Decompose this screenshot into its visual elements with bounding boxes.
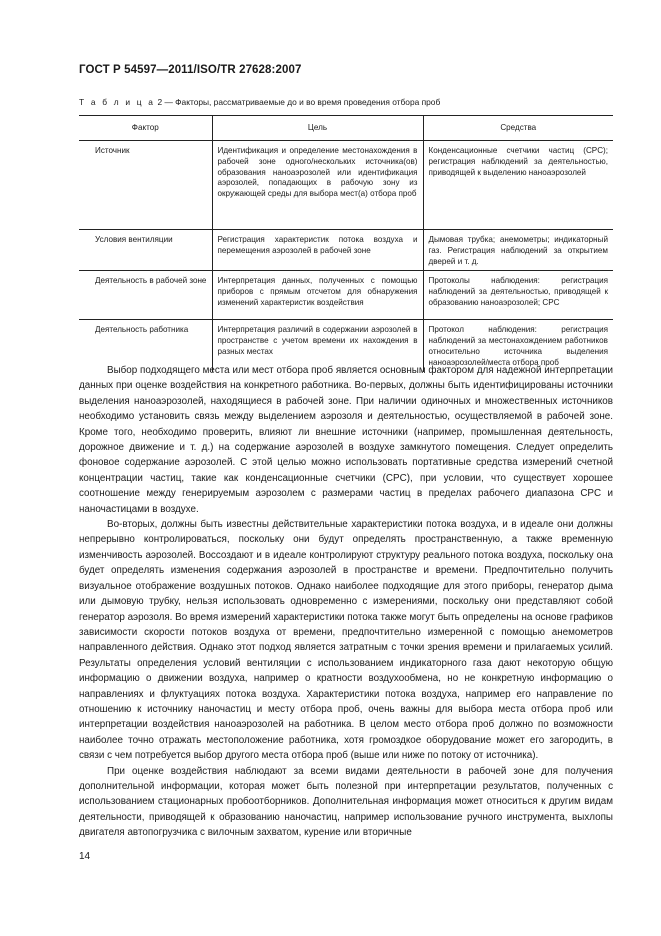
- body-text: [79, 363, 613, 841]
- paragraph: Во-вторых, должны быть известны действительные характеристики потока воздуха, и в идеале они должны непрерывно контролироваться, поскольку они будут определять пространственную, а также временную изменчивость аэрозолей. Воссоздают и в идеале контролируют структуру реального потока воздуха, поскольку она будет определять изменения содержания аэрозолей в пространстве и времени. Предпочтительно получить визуальное отображение воздушных потоков. Однако наиболее подходящие для этого приборы, генератор дыма или дымовую трубку, нельзя использовать одновременно с измерениями, поскольку они представляют собой генератор аэрозоля. Во время измерений характеристики потока также могут быть определены на основе графиков зависимости скорости потоков воздуха от времени, предпочтительно измеренной с помощью анемометров направленного действия. Однако этот подход является затратным с точки зрения времени и прилагаемых усилий. Результаты определения условий вентиляции с использованием индикаторного газа дают некоторую общую информацию о движении воздуха, например о кратности воздухообмена, но не конкретную информацию о направлениях и флуктуациях потока воздуха. Характеристики потока воздуха, например его направление по отношению к источнику наночастиц и месту отбора проб, очень важны для выбора места отбора проб или интерпретации воздействия наноаэрозолей на работника. В целом место отбора проб должно по возможности наиболее точно отражать местоположение работника, хотя громоздкое оборудование может его загородить, в связи с чем потребуется выбор другого места отбора проб (выше или ниже по потоку от источника).: [79, 519, 613, 762]
- table-caption-label: Т а б л и ц а: [79, 97, 156, 107]
- table-caption-text: 2 — Факторы, рассматриваемые до и во время проведения отбора проб: [157, 97, 441, 107]
- factors-table: [79, 115, 613, 372]
- table-row: [79, 271, 613, 320]
- cell-goal: Регистрация характеристик потока воздуха и перемещения аэрозолей в рабочей зоне: [212, 230, 423, 271]
- cell-means: Протоколы наблюдения: регистрация наблюдений за деятельностью, приводящей к образованию наноаэрозолей; CPC: [423, 271, 613, 320]
- table-row: [79, 230, 613, 271]
- cell-factor: Источник: [79, 141, 212, 230]
- column-header-means: Средства: [423, 116, 613, 141]
- paragraph: Выбор подходящего места или мест отбора проб является основным фактором для надежной интерпретации данных при оценке воздействия на конкретного работника. Во-первых, должны быть идентифицированы источники выделения наноаэрозолей, находящиеся в рабочей зоне. При наличии одиночных и множественных источников необходимо установить связь между выделением аэрозоля и деятельностью, осуществляемой в рабочей зоне. Кроме того, необходимо проверить, влияют ли внешние источники (например, промышленная деятельность, дорожное движение и т. д.) на содержание аэрозолей в воздухе замкнутого помещения. Следует определить фоновое содержание аэрозолей. С этой целью можно использовать портативные средства измерений счетной концентрации частиц, такие как конденсационные счетчики (CPC), при условии, что существует хорошее соотношение между генерируемым аэрозолем с размерами частиц в пределах рабочего диапазона CPC и наночастицами в воздухе.: [79, 365, 613, 515]
- cell-goal: Интерпретация различий в содержании аэрозолей в пространстве с учетом времени их нахождения в разных местах: [212, 320, 423, 372]
- page-number: 14: [79, 851, 91, 862]
- column-header-goal: Цель: [212, 116, 423, 141]
- cell-factor: Деятельность работника: [95, 325, 189, 335]
- table-header-row: [79, 116, 613, 141]
- cell-factor: Условия вентиляции: [79, 230, 212, 271]
- cell-factor: Деятельность в рабочей зоне: [79, 271, 212, 320]
- cell-goal: Интерпретация данных, полученных с помощью приборов с прямым отсчетом для обнаружения изменений характеристик воздействия: [212, 271, 423, 320]
- cell-means: Протокол наблюдения: регистрация наблюдений за местонахождением работников относительно источника выделения наноаэрозолей/места отбора проб: [423, 320, 613, 372]
- table-row: [79, 141, 613, 230]
- document-header: ГОСТ Р 54597—2011/ISO/TR 27628:2007: [79, 64, 302, 76]
- column-header-factor: Фактор: [79, 116, 212, 141]
- cell-goal: Идентификация и определение местонахождения в рабочей зоне одного/нескольких источника(ов) образования наноаэрозолей или идентификация аэрозолей, попадающих в рабочую зону из окружающей среды для выбора мест(а) отбора проб: [212, 141, 423, 230]
- cell-means: Конденсационные счетчики частиц (CPC); регистрация наблюдений за деятельностью, приводящей к выделению наноаэрозолей: [423, 141, 613, 230]
- cell-means: Дымовая трубка; анемометры; индикаторный газ. Регистрация наблюдений за открытием дверей и т. д.: [423, 230, 613, 271]
- paragraph: При оценке воздействия наблюдают за всеми видами деятельности в рабочей зоне для получения дополнительной информации, которая может быть полезной при интерпретации результатов, полученных с использованием стационарных пробоотборников. Дополнительная информация может относиться к другим видам деятельности, приводящей к образованию наночастиц, например использование ручного инструмента, выхлопы двигателя автопогрузчика с вилочным захватом, курение или вторичные: [79, 765, 613, 839]
- table-caption: [79, 97, 440, 107]
